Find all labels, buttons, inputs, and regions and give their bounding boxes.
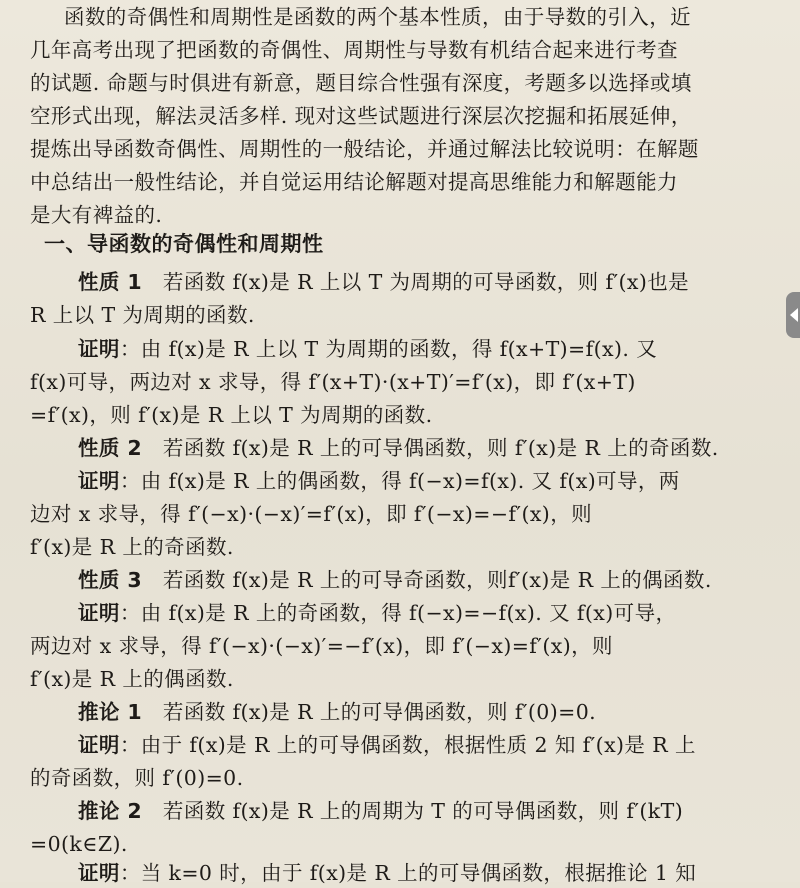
- proof-3-label: 证明: [78, 601, 120, 625]
- property-1-text: 若函数 f(x)是 R 上以 T 为周期的可导函数，则 f′(x)也是: [162, 270, 690, 294]
- proof-2-line-3: f′(x)是 R 上的奇函数.: [30, 535, 234, 559]
- intro-line-6: 中总结出一般性结论，并自觉运用结论解题对提高思维能力和解题能力: [30, 170, 678, 194]
- page-turn-tab[interactable]: [786, 292, 800, 338]
- intro-line-1: 函数的奇偶性和周期性是函数的两个基本性质，由于导数的引入，近: [64, 5, 691, 29]
- corollary-2-label: 推论 2: [78, 799, 143, 823]
- proof-3-text: ：由 f(x)是 R 上的奇函数，得 f(−x)=−f(x). 又 f(x)可导，: [119, 601, 677, 625]
- proof-2-label: 证明: [78, 469, 120, 493]
- proof-1-line-3: =f′(x)，则 f′(x)是 R 上以 T 为周期的函数.: [30, 403, 433, 427]
- intro-line-2: 几年高考出现了把函数的奇偶性、周期性与导数有机结合起来进行考查: [30, 38, 678, 62]
- property-1-line-2: R 上以 T 为周期的函数.: [30, 303, 255, 327]
- corollary-2-text: 若函数 f(x)是 R 上的周期为 T 的可导偶函数，则 f′(kT): [162, 799, 684, 823]
- property-3-line-1: [78, 565, 800, 595]
- proof-5-text: ：当 k=0 时，由于 f(x)是 R 上的可导偶函数，根据推论 1 知: [119, 861, 697, 885]
- property-2-line-1: [78, 433, 800, 463]
- proof-2-line-2: 边对 x 求导，得 f′(−x)·(−x)′=f′(x)，即 f′(−x)=−f′(x)，则: [30, 502, 593, 526]
- corollary-1-label: 推论 1: [78, 700, 143, 724]
- corollary-1-text: 若函数 f(x)是 R 上的可导偶函数，则 f′(0)=0.: [162, 700, 597, 724]
- property-2-text: 若函数 f(x)是 R 上的可导偶函数，则 f′(x)是 R 上的奇函数.: [162, 436, 719, 460]
- property-2-label: 性质 2: [78, 436, 143, 460]
- property-1-label: 性质 1: [78, 270, 143, 294]
- property-1-line-1: [78, 267, 800, 297]
- proof-1-text: ：由 f(x)是 R 上以 T 为周期的函数，得 f(x+T)=f(x). 又: [119, 337, 658, 361]
- intro-line-7: 是大有裨益的.: [30, 203, 163, 227]
- intro-line-3: 的试题. 命题与时俱进有新意，题目综合性强有深度，考题多以选择或填: [30, 71, 692, 95]
- proof-3-line-1: [78, 598, 800, 628]
- corollary-2-line-1: [78, 796, 800, 826]
- proof-1-label: 证明: [78, 337, 120, 361]
- chevron-left-icon: [790, 308, 798, 322]
- proof-4-label: 证明: [78, 733, 120, 757]
- corollary-2-line-2: =0(k∈Z).: [30, 832, 128, 856]
- intro-line-4: 空形式出现，解法灵活多样. 现对这些试题进行深层次挖掘和拓展延伸，: [30, 104, 692, 128]
- proof-4-line-1: [78, 730, 800, 760]
- property-3-label: 性质 3: [78, 568, 143, 592]
- corollary-1-line-1: [78, 697, 800, 727]
- proof-5-label: 证明: [78, 861, 120, 885]
- proof-4-line-2: 的奇函数，则 f′(0)=0.: [30, 766, 244, 790]
- proof-3-line-3: f′(x)是 R 上的偶函数.: [30, 667, 234, 691]
- section-heading: 一、导函数的奇偶性和周期性: [44, 232, 324, 256]
- property-3-text: 若函数 f(x)是 R 上的可导奇函数，则f′(x)是 R 上的偶函数.: [162, 568, 712, 592]
- proof-2-text: ：由 f(x)是 R 上的偶函数，得 f(−x)=f(x). 又 f(x)可导，两: [119, 469, 680, 493]
- intro-line-5: 提炼出导函数奇偶性、周期性的一般结论，并通过解法比较说明：在解题: [30, 137, 699, 161]
- proof-3-line-2: 两边对 x 求导，得 f′(−x)·(−x)′=−f′(x)，即 f′(−x)=f′(x)，则: [30, 634, 613, 658]
- proof-5-line-1: [78, 858, 800, 888]
- proof-1-line-1: [78, 334, 800, 364]
- proof-4-text: ：由于 f(x)是 R 上的可导偶函数，根据性质 2 知 f′(x)是 R 上: [119, 733, 696, 757]
- proof-1-line-2: f(x)可导，两边对 x 求导，得 f′(x+T)·(x+T)′=f′(x)，即 f′(x+T): [30, 370, 636, 394]
- proof-2-line-1: [78, 466, 800, 496]
